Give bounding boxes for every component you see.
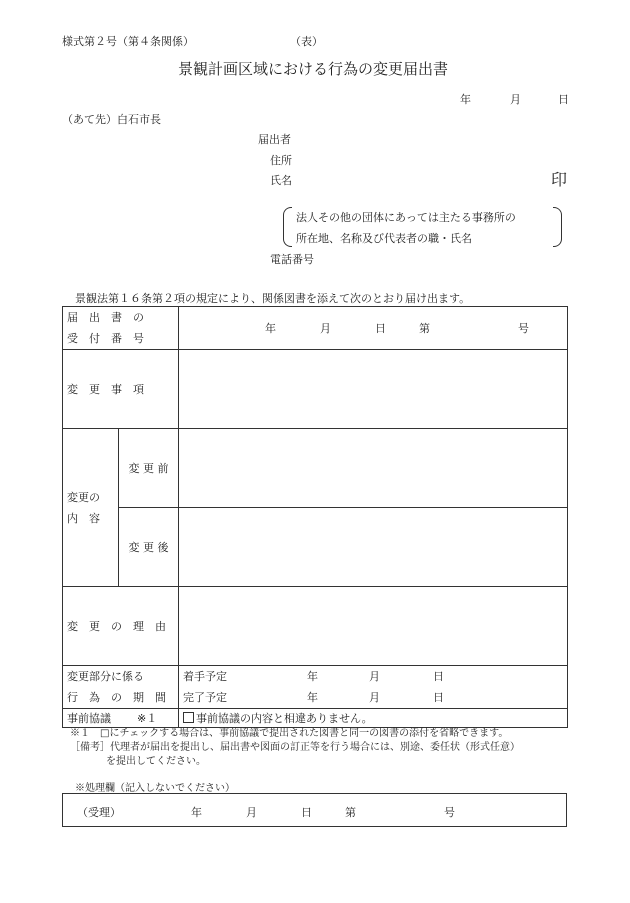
consult-checkbox[interactable] [183,712,194,723]
note-2b: を提出してください。 [106,756,206,767]
consult-value: 事前協議の内容と相違ありません。 [179,709,568,728]
note-1: ※１ □にチェックする場合は、事前協議で提出された図書と同一の図書の添付を省略できます。 [70,728,509,739]
change-item-row [63,350,568,429]
reason-label: 変 更 の 理 由 [63,587,179,666]
note-2a: ［備考］代理者が届出を提出し、届出書や図面の訂正等を行う場合には、別途、委任状（形式任意） [70,742,520,753]
form-table [62,306,568,728]
reason-row [63,587,568,666]
start-day: 日 [433,670,444,683]
date-year: 年 [460,93,471,106]
change-item-label: 変 更 事 項 [63,350,179,429]
period-label: 変更部分に係る 行 為 の 期 間 [63,666,179,709]
change-item-input[interactable] [179,350,568,429]
start-year: 年 [307,670,318,683]
date-day: 日 [558,93,569,106]
receipt-row [63,307,568,350]
received-value: 年 月 日 第 号 [191,806,455,819]
start-month: 月 [369,670,380,683]
change-content-label: 変更の 内 容 [63,429,119,587]
addressee: （あて先）白石市長 [62,113,161,126]
received-label: （受理） [77,806,121,819]
receipt-label: 届 出 書 の 受 付 番 号 [63,307,179,350]
before-row [63,429,568,508]
before-label: 変 更 前 [119,429,179,508]
end-label: 完了予定 [183,691,227,704]
after-label: 変 更 後 [119,508,179,587]
end-day: 日 [433,691,444,704]
applicant-label: 届出者 [258,133,291,146]
end-year: 年 [307,691,318,704]
form-side: （表） [290,35,323,48]
phone-label: 電話番号 [270,253,314,266]
right-bracket [553,207,562,247]
processing-heading: ※処理欄（記入しないでください） [75,783,235,794]
name-label: 氏名 [270,174,292,187]
before-input[interactable] [179,429,568,508]
consult-row [63,709,568,728]
end-month: 月 [369,691,380,704]
form-number: 様式第２号（第４条関係） [62,35,194,48]
left-bracket [283,207,292,247]
corp-note-line2: 所在地、名称及び代表者の職・氏名 [296,232,472,245]
period-values[interactable] [179,666,568,709]
processing-box [62,793,567,827]
reason-input[interactable] [179,587,568,666]
seal-mark: 印 [551,170,568,189]
document-title: 景観計画区域における行為の変更届出書 [178,60,449,78]
after-input[interactable] [179,508,568,587]
after-row [63,508,568,587]
corp-note-line1: 法人その他の団体にあっては主たる事務所の [296,211,516,224]
consult-label: 事前協議 ※１ [63,709,179,728]
address-label: 住所 [270,154,292,167]
date-month: 月 [510,93,521,106]
period-row [63,666,568,709]
intro-text: 景観法第１６条第２項の規定により、関係図書を添えて次のとおり届け出ます。 [75,292,471,305]
start-label: 着手予定 [183,670,227,683]
receipt-value[interactable]: 年 月 日 第 号 [179,307,568,350]
